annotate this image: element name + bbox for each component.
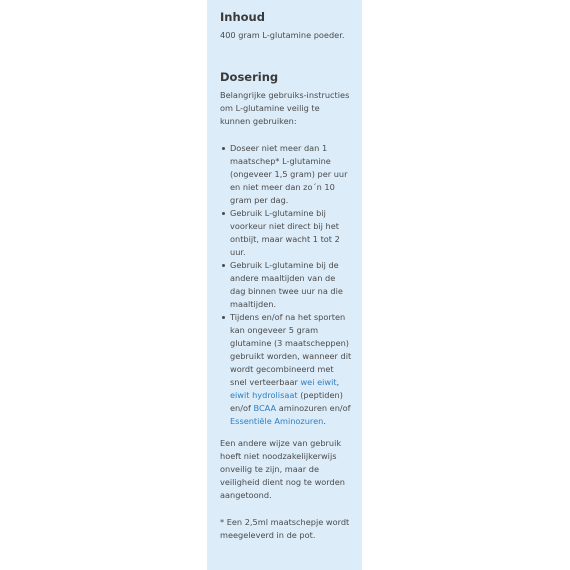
list-item: Gebruik L-glutamine bij de andere maaltijden van de dag binnen twee uur na die maaltijden. <box>230 259 352 311</box>
dosering-heading: Dosering <box>220 70 279 84</box>
item-text: (peptiden) en/of <box>230 390 343 413</box>
list-item: Doseer niet meer dan 1 maatschep* L-glutamine (ongeveer 1,5 gram) per uur en niet meer dan zo´n 10 gram per dag. <box>230 142 352 207</box>
product-info-panel <box>207 0 362 570</box>
link-eiwit-hydrolisaat[interactable]: eiwit hydrolisaat <box>230 390 298 400</box>
item-text: . <box>323 416 326 426</box>
list-item <box>230 311 352 428</box>
inhoud-heading: Inhoud <box>220 10 265 24</box>
usage-disclaimer: Een andere wijze van gebruik hoeft niet noodzakelijkerwijs onveilig te zijn, maar de veiligheid dient nog te worden aangetoond. <box>220 438 345 500</box>
inhoud-text: 400 gram L-glutamine poeder. <box>220 30 345 40</box>
dosering-list <box>220 142 352 428</box>
list-item: Gebruik L-glutamine bij voorkeur niet direct bij het ontbijt, maar wacht 1 tot 2 uur. <box>230 207 352 259</box>
item-text: , <box>336 377 340 387</box>
dosering-intro: Belangrijke gebruiks-instructies om L-glutamine veilig te kunnen gebruiken: <box>220 90 350 126</box>
link-wei-eiwit[interactable]: wei eiwit <box>300 377 337 387</box>
link-essentiele-aminozuren[interactable]: Essentiële Aminozuren <box>230 416 324 426</box>
link-bcaa[interactable]: BCAA <box>253 403 277 413</box>
scoop-note: * Een 2,5ml maatschepje wordt meegeleverd in de pot. <box>220 517 350 540</box>
item-text: aminozuren en/of <box>276 403 351 413</box>
item-text: Tijdens en/of na het sporten kan ongeveer 5 gram glutamine (3 maatscheppen) gebruikt worden, wanneer dit wordt gecombineerd met snel verteerbaar <box>230 312 352 387</box>
